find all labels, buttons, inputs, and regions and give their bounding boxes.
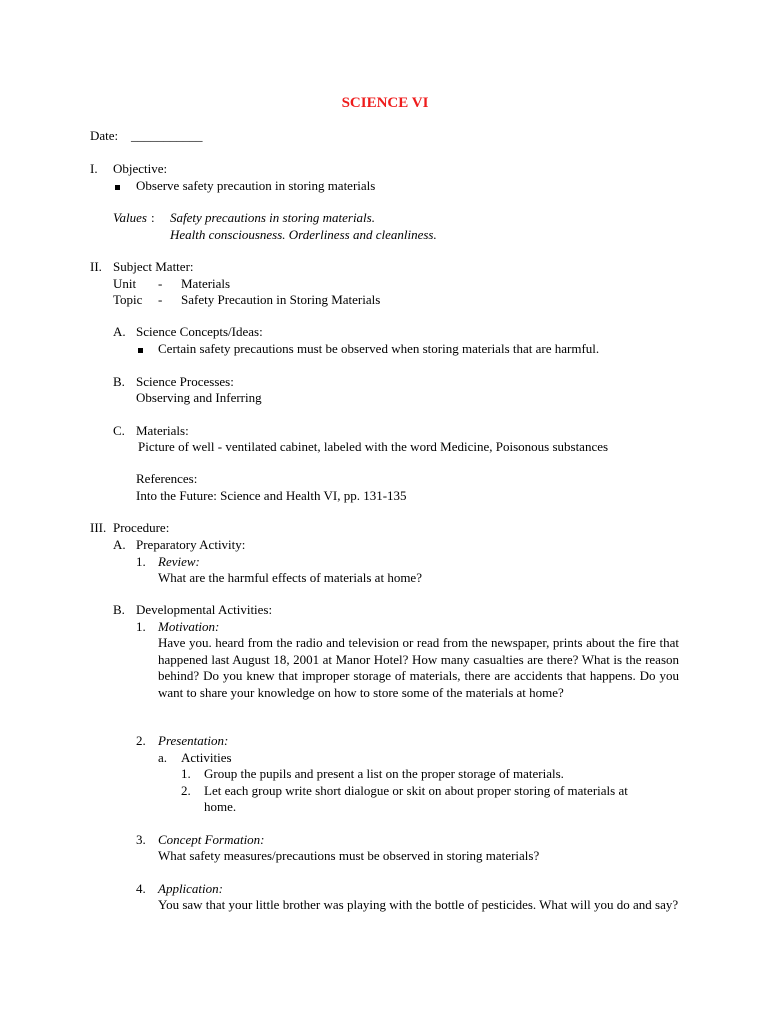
motivation-number: 1.	[136, 619, 146, 634]
motivation-paragraph: Have you. heard from the radio and television or read from the newspaper, prints about the fire that happened last August 18, 2001 at Manor Hotel? How many casualties are there? What is the reason behind? Do you knew that improper storage of materials, there are accidents that happens. Do you want to share your knowledge on how to store some of the materials at home?	[158, 635, 679, 700]
section-1-number: I.	[90, 161, 98, 176]
square-bullet-icon	[138, 341, 143, 357]
materials-number: C.	[113, 423, 125, 438]
page-title: SCIENCE VI	[341, 95, 429, 111]
presentation-number: 2.	[136, 733, 146, 748]
procedure-heading: Procedure:	[113, 520, 170, 535]
review-text: What are the harmful effects of materials at home?	[158, 570, 422, 585]
date-blank: ___________	[131, 128, 203, 143]
activity-1-text: Group the pupils and present a list on the proper storage of materials.	[204, 766, 564, 781]
processes-heading: Science Processes:	[136, 374, 234, 389]
review-number: 1.	[136, 554, 146, 569]
application-paragraph: You saw that your little brother was playing with the bottle of pesticides. What will you do and say?	[158, 897, 679, 912]
topic-label: Topic	[113, 292, 143, 307]
activity-2-line-2: home.	[204, 799, 237, 814]
section-2-number: II.	[90, 259, 102, 274]
activity-1-number: 1.	[181, 766, 191, 781]
review-label: Review:	[158, 554, 200, 569]
activity-2-number: 2.	[181, 783, 191, 798]
subject-matter-heading: Subject Matter:	[113, 259, 194, 274]
activities-label: Activities	[181, 750, 232, 765]
concepts-bullet-text: Certain safety precautions must be observed when storing materials that are harmful.	[158, 341, 600, 356]
materials-value: Picture of well - ventilated cabinet, labeled with the word Medicine, Poisonous substances	[138, 439, 609, 454]
references-heading: References:	[136, 471, 198, 486]
developmental-number: B.	[113, 602, 125, 617]
materials-heading: Materials:	[136, 423, 189, 438]
section-3-number: III.	[90, 520, 107, 535]
preparatory-heading: Preparatory Activity:	[136, 537, 246, 552]
concept-formation-number: 3.	[136, 832, 146, 847]
preparatory-number: A.	[113, 537, 126, 552]
unit-value: Materials	[181, 276, 231, 291]
date-label: Date:	[90, 128, 119, 143]
square-bullet-icon	[115, 178, 120, 194]
topic-dash: -	[158, 292, 163, 307]
objective-heading: Objective:	[113, 161, 168, 176]
processes-number: B.	[113, 374, 125, 389]
activities-letter: a.	[158, 750, 168, 765]
application-label: Application:	[158, 881, 223, 896]
values-line-2: Health consciousness. Orderliness and cleanliness.	[170, 227, 437, 242]
application-number: 4.	[136, 881, 146, 896]
values-colon: :	[151, 210, 155, 225]
values-line-1: Safety precautions in storing materials.	[170, 210, 375, 225]
concept-formation-text: What safety measures/precautions must be observed in storing materials?	[158, 848, 540, 863]
developmental-heading: Developmental Activities:	[136, 602, 273, 617]
processes-value: Observing and Inferring	[136, 390, 262, 405]
activity-2-line-1: Let each group write short dialogue or skit on about proper storing of materials at	[204, 783, 628, 798]
objective-bullet-text: Observe safety precaution in storing materials	[136, 178, 376, 193]
concepts-heading: Science Concepts/Ideas:	[136, 324, 263, 339]
unit-label: Unit	[113, 276, 137, 291]
references-value: Into the Future: Science and Health VI, pp. 131-135	[136, 488, 407, 503]
values-label: Values	[113, 210, 147, 225]
motivation-label: Motivation:	[158, 619, 220, 634]
topic-value: Safety Precaution in Storing Materials	[181, 292, 381, 307]
unit-dash: -	[158, 276, 163, 291]
concept-formation-label: Concept Formation:	[158, 832, 265, 847]
concepts-number: A.	[113, 324, 126, 339]
presentation-label: Presentation:	[158, 733, 229, 748]
